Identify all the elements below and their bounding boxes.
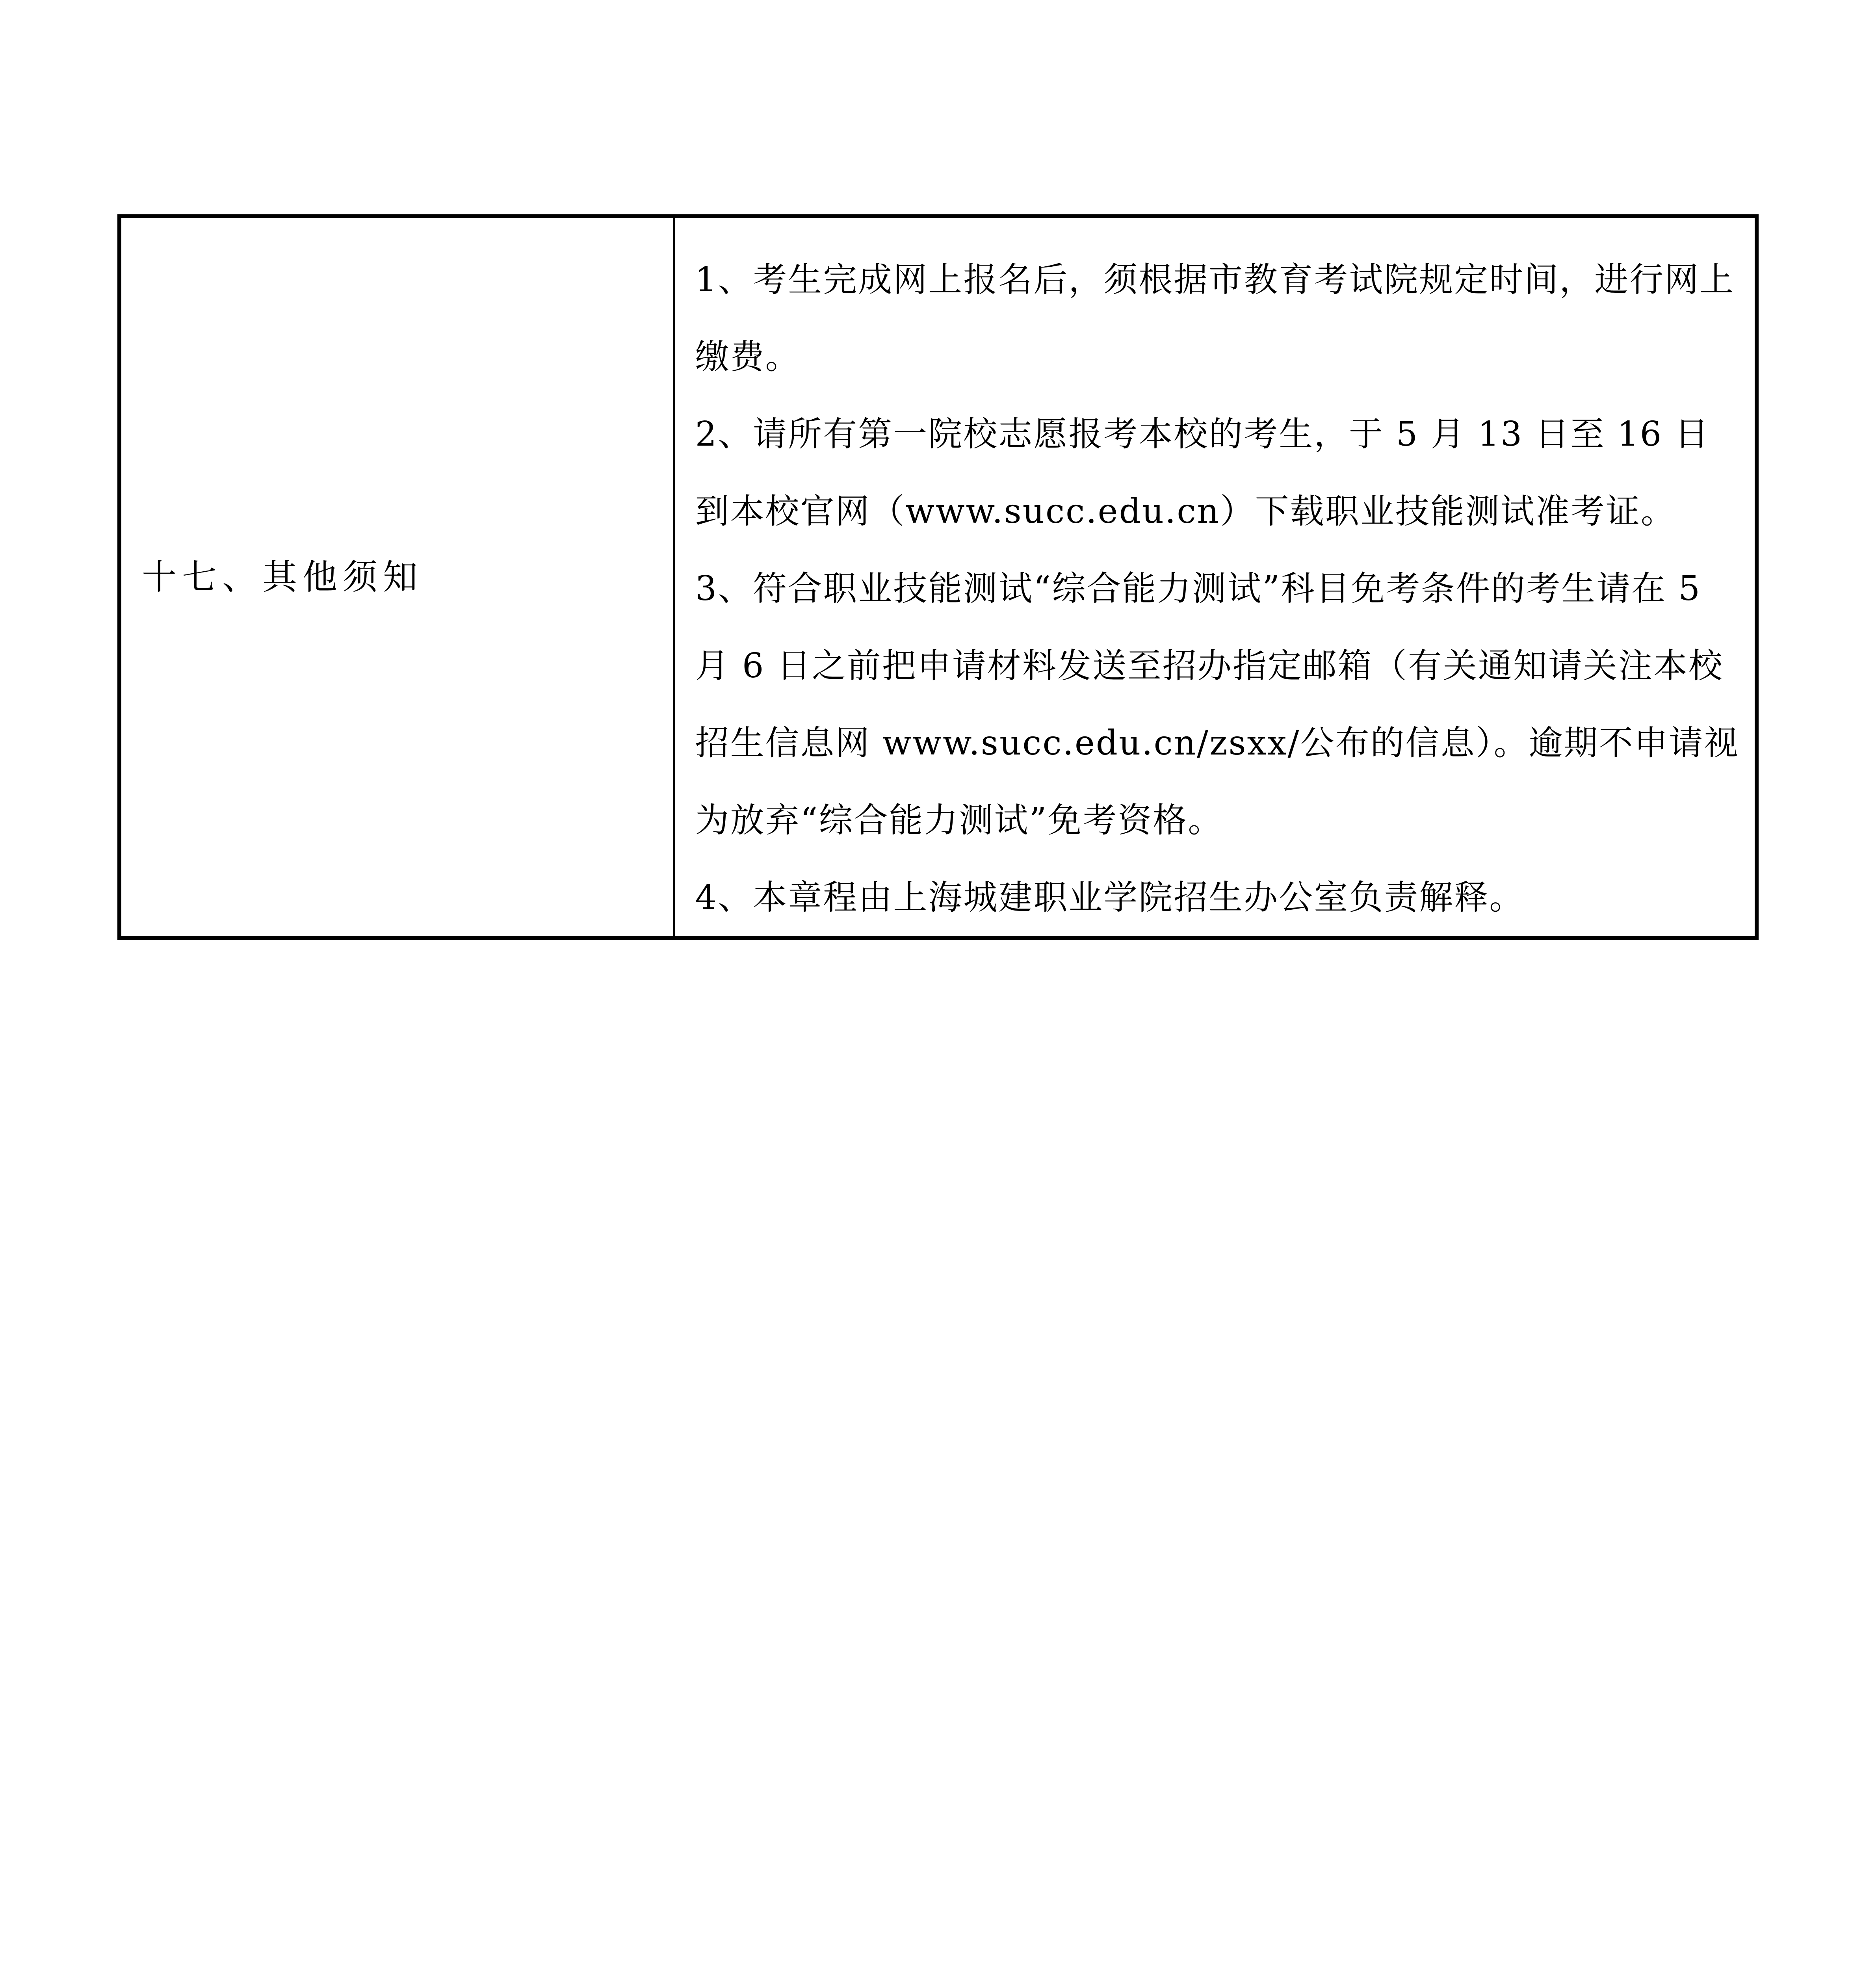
notice-item-3: 3、符合职业技能测试“综合能力测试”科目免考条件的考生请在 5 月 6 日之前把申请材料发送至招办指定邮箱（有关通知请关注本校招生信息网 www.succ.edu.cn/zsxx/公布的信息）。逾期不申请视为放弃“综合能力测试”免考资格。 — [695, 569, 1739, 840]
notice-item-2: 2、请所有第一院校志愿报考本校的考生，于 5 月 13 日至 16 日到本校官网（www.succ.edu.cn）下载职业技能测试准考证。 — [695, 414, 1710, 531]
notice-list — [675, 218, 1755, 936]
section-content-cell — [674, 216, 1757, 938]
section-title: 十七、其他须知 — [142, 557, 423, 597]
table-row — [119, 216, 1757, 938]
notice-table — [117, 214, 1759, 940]
section-label-cell — [119, 216, 674, 938]
notice-item-4: 4、本章程由上海城建职业学院招生办公室负责解释。 — [695, 878, 1525, 917]
notice-item-1: 1、考生完成网上报名后，须根据市教育考试院规定时间，进行网上缴费。 — [695, 260, 1735, 377]
